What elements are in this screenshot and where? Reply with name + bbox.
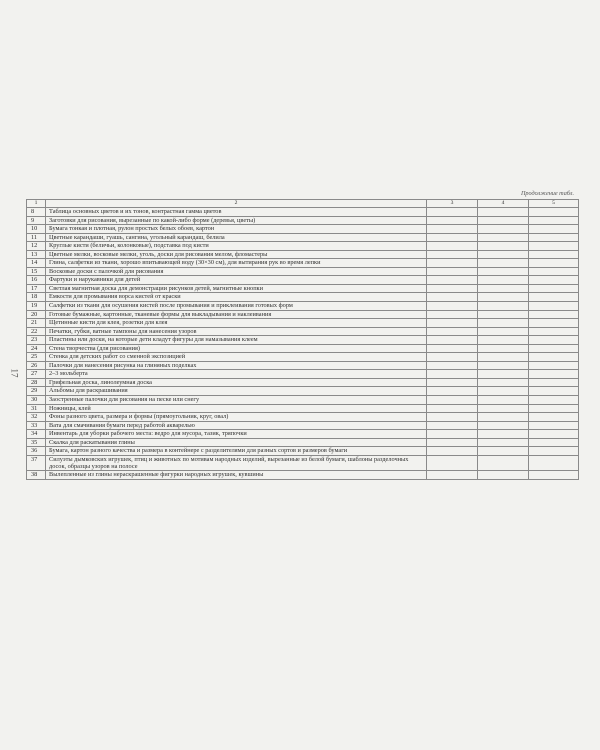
empty-cell-col-5 <box>529 455 579 470</box>
empty-cell-col-3 <box>427 233 478 242</box>
empty-cell-col-3 <box>427 404 478 413</box>
empty-cell-col-4 <box>478 319 529 328</box>
empty-cell-col-3 <box>427 293 478 302</box>
row-number: 18 <box>27 293 46 302</box>
empty-cell-col-3 <box>427 361 478 370</box>
empty-cell-col-4 <box>478 455 529 470</box>
item-description: Стена творчества (для рисования) <box>46 344 427 353</box>
empty-cell-col-4 <box>478 413 529 422</box>
empty-cell-col-3 <box>427 225 478 234</box>
row-number: 12 <box>27 242 46 251</box>
empty-cell-col-5 <box>529 319 579 328</box>
empty-cell-col-4 <box>478 327 529 336</box>
table-row <box>27 242 579 251</box>
empty-cell-col-3 <box>427 471 478 480</box>
empty-cell-col-3 <box>427 378 478 387</box>
table-row <box>27 293 579 302</box>
item-description: Инвентарь для уборки рабочего места: ведро для мусора, тазик, тряпочки <box>46 430 427 439</box>
empty-cell-col-4 <box>478 302 529 311</box>
item-description: Пластины или доски, на которые дети кладут фигуры для намазывания клеем <box>46 336 427 345</box>
item-description: Таблица основных цветов и их тонов, контрастная гамма цветов <box>46 208 427 217</box>
empty-cell-col-5 <box>529 242 579 251</box>
equipment-table <box>26 199 579 480</box>
item-description: Печатки, губки, ватные тампоны для нанесения узоров <box>46 327 427 336</box>
empty-cell-col-3 <box>427 455 478 470</box>
empty-cell-col-5 <box>529 284 579 293</box>
table-body <box>27 208 579 480</box>
item-description: Вылепленные из глины нераскрашенные фигурки народных игрушек, кувшины <box>46 471 427 480</box>
item-description: Цветные карандаши, гуашь, сангина, угольный карандаш, белила <box>46 233 427 242</box>
column-header: 4 <box>478 200 529 208</box>
empty-cell-col-3 <box>427 259 478 268</box>
table-row <box>27 327 579 336</box>
empty-cell-col-4 <box>478 430 529 439</box>
empty-cell-col-3 <box>427 310 478 319</box>
table-row <box>27 404 579 413</box>
row-number: 22 <box>27 327 46 336</box>
row-number: 8 <box>27 208 46 217</box>
row-number: 10 <box>27 225 46 234</box>
table-row <box>27 370 579 379</box>
table-row <box>27 344 579 353</box>
empty-cell-col-3 <box>427 327 478 336</box>
empty-cell-col-4 <box>478 396 529 405</box>
row-number: 24 <box>27 344 46 353</box>
row-number: 13 <box>27 250 46 259</box>
empty-cell-col-4 <box>478 293 529 302</box>
equipment-table-container <box>26 199 578 480</box>
table-row <box>27 471 579 480</box>
table-row <box>27 378 579 387</box>
empty-cell-col-5 <box>529 216 579 225</box>
row-number: 38 <box>27 471 46 480</box>
empty-cell-col-3 <box>427 267 478 276</box>
item-description: Фоны разного цвета, размера и формы (прямоугольник, круг, овал) <box>46 413 427 422</box>
item-description: Грифельная доска, линолеумная доска <box>46 378 427 387</box>
empty-cell-col-3 <box>427 336 478 345</box>
empty-cell-col-4 <box>478 421 529 430</box>
table-row <box>27 421 579 430</box>
empty-cell-col-5 <box>529 327 579 336</box>
empty-cell-col-4 <box>478 284 529 293</box>
row-number: 16 <box>27 276 46 285</box>
table-row <box>27 284 579 293</box>
empty-cell-col-5 <box>529 404 579 413</box>
empty-cell-col-5 <box>529 310 579 319</box>
table-row <box>27 250 579 259</box>
empty-cell-col-3 <box>427 208 478 217</box>
table-row <box>27 387 579 396</box>
empty-cell-col-3 <box>427 430 478 439</box>
row-number: 30 <box>27 396 46 405</box>
empty-cell-col-5 <box>529 447 579 456</box>
row-number: 17 <box>27 284 46 293</box>
empty-cell-col-5 <box>529 438 579 447</box>
empty-cell-col-3 <box>427 242 478 251</box>
table-row <box>27 413 579 422</box>
row-number: 27 <box>27 370 46 379</box>
item-description: Глина, салфетки из ткани, хорошо впитывающей воду (30×30 см), для вытирания рук во время лепки <box>46 259 427 268</box>
item-description: Салфетки из ткани для осушения кистей после промывания и приклеивания готовых форм <box>46 302 427 311</box>
empty-cell-col-5 <box>529 430 579 439</box>
empty-cell-col-4 <box>478 353 529 362</box>
empty-cell-col-3 <box>427 302 478 311</box>
row-number: 9 <box>27 216 46 225</box>
empty-cell-col-4 <box>478 387 529 396</box>
empty-cell-col-4 <box>478 276 529 285</box>
item-description: Заготовки для рисования, вырезанные по какой-либо форме (деревья, цветы) <box>46 216 427 225</box>
empty-cell-col-5 <box>529 344 579 353</box>
empty-cell-col-3 <box>427 250 478 259</box>
empty-cell-col-3 <box>427 387 478 396</box>
empty-cell-col-4 <box>478 233 529 242</box>
empty-cell-col-4 <box>478 404 529 413</box>
table-row <box>27 310 579 319</box>
table-row <box>27 447 579 456</box>
row-number: 35 <box>27 438 46 447</box>
row-number: 11 <box>27 233 46 242</box>
item-description: Емкости для промывания ворса кистей от краски <box>46 293 427 302</box>
empty-cell-col-4 <box>478 336 529 345</box>
table-row <box>27 259 579 268</box>
empty-cell-col-5 <box>529 208 579 217</box>
item-description: Силуэты дымковских игрушек, птиц и животных по мотивам народных изделий, вырезанные из белой бумаги, шаблоны разделочных досок, образцы узоров на полосе <box>46 455 427 470</box>
item-description: Светлая магнитная доска для демонстрации рисунков детей, магнитные кнопки <box>46 284 427 293</box>
empty-cell-col-4 <box>478 216 529 225</box>
empty-cell-col-5 <box>529 471 579 480</box>
empty-cell-col-5 <box>529 225 579 234</box>
item-description: Стенка для детских работ со сменной экспозицией <box>46 353 427 362</box>
empty-cell-col-5 <box>529 336 579 345</box>
empty-cell-col-4 <box>478 310 529 319</box>
empty-cell-col-5 <box>529 302 579 311</box>
column-header: 1 <box>27 200 46 208</box>
empty-cell-col-4 <box>478 267 529 276</box>
table-row <box>27 233 579 242</box>
table-row <box>27 276 579 285</box>
item-description: Бумага, картон разного качества и размера в контейнере с разделителями для разных сортов и размеров бумаги <box>46 447 427 456</box>
column-header: 2 <box>46 200 427 208</box>
column-header: 3 <box>427 200 478 208</box>
table-row <box>27 267 579 276</box>
item-description: Фартуки и нарукавники для детей <box>46 276 427 285</box>
item-description: Альбомы для раскрашивания <box>46 387 427 396</box>
item-description: Палочки для нанесения рисунка на глиняных поделках <box>46 361 427 370</box>
empty-cell-col-5 <box>529 250 579 259</box>
empty-cell-col-4 <box>478 225 529 234</box>
empty-cell-col-5 <box>529 421 579 430</box>
row-number: 14 <box>27 259 46 268</box>
table-row <box>27 438 579 447</box>
table-row <box>27 455 579 470</box>
empty-cell-col-3 <box>427 438 478 447</box>
column-header: 5 <box>529 200 579 208</box>
empty-cell-col-3 <box>427 284 478 293</box>
empty-cell-col-4 <box>478 370 529 379</box>
empty-cell-col-3 <box>427 216 478 225</box>
empty-cell-col-4 <box>478 378 529 387</box>
empty-cell-col-3 <box>427 319 478 328</box>
row-number: 29 <box>27 387 46 396</box>
row-number: 23 <box>27 336 46 345</box>
empty-cell-col-3 <box>427 353 478 362</box>
empty-cell-col-3 <box>427 344 478 353</box>
empty-cell-col-3 <box>427 421 478 430</box>
item-description: Щетинные кисти для клея, розетки для клея <box>46 319 427 328</box>
empty-cell-col-5 <box>529 396 579 405</box>
empty-cell-col-5 <box>529 276 579 285</box>
item-description: Цветные мелки, восковые мелки, уголь, доски для рисования мелом, фломастеры <box>46 250 427 259</box>
empty-cell-col-4 <box>478 208 529 217</box>
empty-cell-col-3 <box>427 447 478 456</box>
empty-cell-col-4 <box>478 471 529 480</box>
empty-cell-col-5 <box>529 293 579 302</box>
table-row <box>27 225 579 234</box>
empty-cell-col-4 <box>478 242 529 251</box>
row-number: 32 <box>27 413 46 422</box>
page-number: 17 <box>9 368 20 378</box>
empty-cell-col-5 <box>529 370 579 379</box>
row-number: 19 <box>27 302 46 311</box>
table-row <box>27 430 579 439</box>
item-description: Круглые кисти (беличьи, колонковые), подставка под кисти <box>46 242 427 251</box>
item-description: 2–3 мольберта <box>46 370 427 379</box>
table-row <box>27 319 579 328</box>
table-row <box>27 396 579 405</box>
empty-cell-col-5 <box>529 378 579 387</box>
item-description: Ножницы, клей <box>46 404 427 413</box>
empty-cell-col-4 <box>478 259 529 268</box>
table-row <box>27 216 579 225</box>
empty-cell-col-4 <box>478 250 529 259</box>
empty-cell-col-3 <box>427 370 478 379</box>
item-description: Восковые доски с палочкой для рисования <box>46 267 427 276</box>
empty-cell-col-5 <box>529 387 579 396</box>
empty-cell-col-5 <box>529 413 579 422</box>
empty-cell-col-5 <box>529 259 579 268</box>
empty-cell-col-5 <box>529 233 579 242</box>
empty-cell-col-3 <box>427 276 478 285</box>
table-row <box>27 353 579 362</box>
table-row <box>27 361 579 370</box>
row-number: 31 <box>27 404 46 413</box>
row-number: 36 <box>27 447 46 456</box>
row-number: 33 <box>27 421 46 430</box>
empty-cell-col-4 <box>478 361 529 370</box>
row-number: 26 <box>27 361 46 370</box>
item-description: Заостренные палочки для рисования на песке или снегу <box>46 396 427 405</box>
row-number: 21 <box>27 319 46 328</box>
empty-cell-col-5 <box>529 361 579 370</box>
table-row <box>27 208 579 217</box>
item-description: Скалка для раскатывания глины <box>46 438 427 447</box>
row-number: 20 <box>27 310 46 319</box>
empty-cell-col-4 <box>478 447 529 456</box>
continued-label: Продолжение табл. <box>520 190 574 197</box>
row-number: 37 <box>27 455 46 470</box>
table-row <box>27 336 579 345</box>
table-header-row <box>27 200 579 208</box>
table-row <box>27 302 579 311</box>
empty-cell-col-4 <box>478 344 529 353</box>
empty-cell-col-5 <box>529 353 579 362</box>
empty-cell-col-3 <box>427 396 478 405</box>
row-number: 25 <box>27 353 46 362</box>
row-number: 15 <box>27 267 46 276</box>
item-description: Готовые бумажные, картонные, тканевые формы для выкладывания и наклеивания <box>46 310 427 319</box>
item-description: Вата для смачивания бумаги перед работой акварелью <box>46 421 427 430</box>
empty-cell-col-3 <box>427 413 478 422</box>
empty-cell-col-5 <box>529 267 579 276</box>
empty-cell-col-4 <box>478 438 529 447</box>
row-number: 28 <box>27 378 46 387</box>
item-description: Бумага тонкая и плотная, рулон простых белых обоев, картон <box>46 225 427 234</box>
row-number: 34 <box>27 430 46 439</box>
